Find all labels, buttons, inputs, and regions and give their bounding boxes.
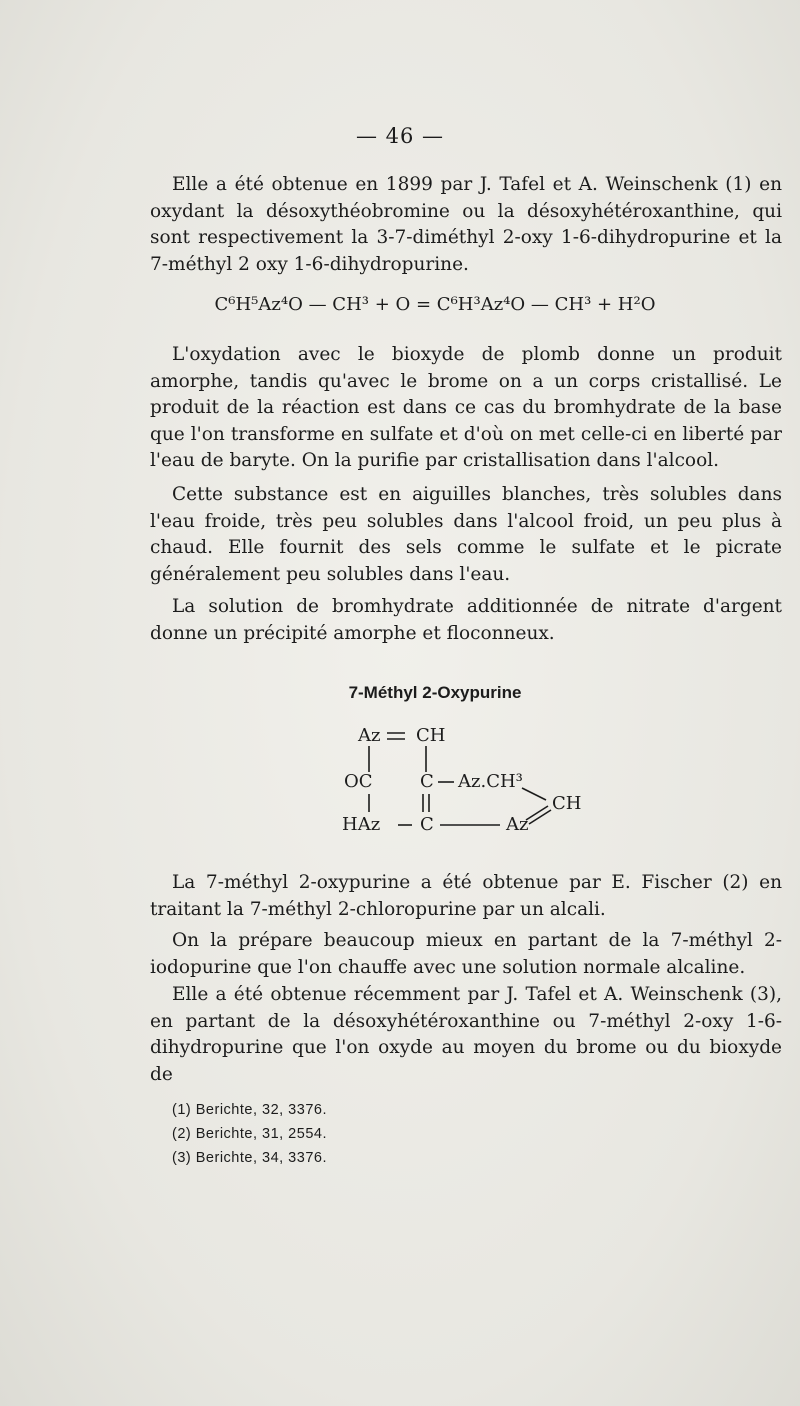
formula-az-bottom: Az — [506, 814, 529, 835]
footnote-3: (3) Berichte, 34, 3376. — [172, 1150, 327, 1166]
footnote-2: (2) Berichte, 31, 2554. — [172, 1126, 327, 1142]
paragraph-1: Elle a été obtenue en 1899 par J. Tafel et A. Weinschenk (1) en oxydant la désoxythéobromine ou la désoxyhétéroxanthine, qui sont respectivement la 3-7-diméthyl 2-oxy 1-6-dihydropurine et la 7-méthyl 2 oxy 1-6-dihydropurine. — [150, 174, 782, 275]
page-number: — 46 — — [355, 124, 445, 148]
formula-haz: HAz — [342, 814, 381, 835]
paragraph-2: L'oxydation avec le bioxyde de plomb donne un produit amorphe, tandis qu'avec le brome on a un corps cristallisé. Le produit de la réaction est dans ce cas du bromhydrate de la base que l'on transforme en sulfate et d'où on met celle-ci en liberté par l'eau de baryte. On la purifie par cristallisation dans l'alcool. — [150, 344, 782, 471]
formula-oc: OC — [344, 771, 373, 792]
structural-formula — [330, 722, 610, 842]
footnotes — [172, 1098, 327, 1170]
chemical-equation: C⁶H⁵Az⁴O — CH³ + O = C⁶H³Az⁴O — CH³ + H²O — [214, 294, 656, 315]
formula-ch-right: CH — [552, 793, 582, 814]
formula-az-top: Az — [358, 725, 381, 746]
paragraph-4: La solution de bromhydrate additionnée de nitrate d'argent donne un précipité amorphe et floconneux. — [150, 596, 782, 644]
paragraph-6: On la prépare beaucoup mieux en partant de la 7-méthyl 2-iodopurine que l'on chauffe avec une solution normale alcaline. — [150, 930, 782, 978]
paragraph-5: La 7-méthyl 2-oxypurine a été obtenue par E. Fischer (2) en traitant la 7-méthyl 2-chloropurine par un alcali. — [150, 872, 782, 920]
formula-az-ch3: Az.CH³ — [458, 771, 523, 792]
paragraph-3: Cette substance est en aiguilles blanches, très solubles dans l'eau froide, très peu solubles dans l'alcool froid, un peu plus à chaud. Elle fournit des sels comme le sulfate et le picrate généralement peu solubles dans l'eau. — [150, 484, 782, 585]
formula-c-bottom: C — [420, 814, 434, 835]
footnote-1: (1) Berichte, 32, 3376. — [172, 1102, 327, 1118]
paragraph-7: Elle a été obtenue récemment par J. Tafel et A. Weinschenk (3), en partant de la désoxyhétéroxanthine ou 7-méthyl 2-oxy 1-6-dihydropurine que l'on oxyde au moyen du brome ou du bioxyde de — [150, 984, 782, 1085]
formula-ch-top: CH — [416, 725, 446, 746]
section-heading: 7-Méthyl 2-Oxypurine — [348, 683, 522, 702]
formula-c-mid: C — [420, 771, 434, 792]
